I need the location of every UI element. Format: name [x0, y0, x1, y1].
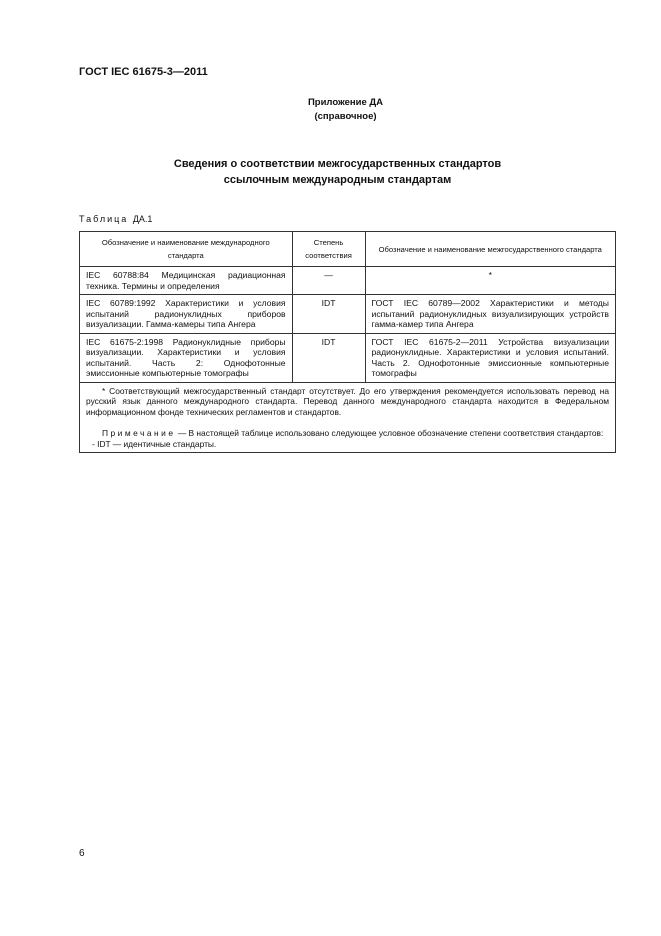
table-header-row: [80, 232, 616, 267]
table-footnote-row: [80, 382, 616, 453]
appendix-label: Приложение ДА: [307, 97, 384, 108]
cell-degree: IDT: [292, 333, 365, 382]
table-caption-label: Таблица: [79, 214, 129, 224]
footnote-cell: [80, 382, 616, 453]
standards-table: [79, 231, 616, 453]
document-code: ГОСТ IEC 61675-3—2011: [79, 66, 208, 78]
footnote-text: * Соответствующий межгосударственный стандарт отсутствует. До его утверждения рекомендуется использовать перевод на русский язык данного международного стандарта. Перевод данного международного стандарта находится в Федеральном информационном фонде технических регламентов и стандартов.: [86, 385, 609, 417]
table-caption: [79, 214, 152, 224]
note-label: Примечание: [102, 428, 176, 438]
appendix-type: (справочное): [314, 111, 377, 122]
header-degree: Степень соответствия: [292, 232, 365, 267]
cell-international: IEC 60789:1992 Характеристики и условия испытаний радионуклидных приборов визуализации. Гамма-камеры типа Ангера: [80, 295, 293, 334]
cell-international: IEC 60788:84 Медицинская радиационная техника. Термины и определения: [80, 267, 293, 295]
section-title: [0, 156, 661, 188]
page-number: 6: [79, 848, 85, 859]
title-line-2: ссылочным международным стандартам: [223, 174, 452, 186]
header-international: Обозначение и наименование международного стандарта: [80, 232, 293, 267]
table-row: [80, 295, 616, 334]
note-text: — В настоящей таблице использовано следующее условное обозначение степени соответствия стандартов:: [177, 428, 604, 438]
note-paragraph: [86, 428, 609, 439]
header-interstate: Обозначение и наименование межгосударственного стандарта: [365, 232, 615, 267]
cell-degree: IDT: [292, 295, 365, 334]
table-caption-number: ДА.1: [132, 214, 153, 224]
cell-degree: —: [292, 267, 365, 295]
cell-international: IEC 61675-2:1998 Радионуклидные приборы визуализации. Характеристики и условия испытаний. Часть 2: Однофотонные эмиссионные компьютерные томографы: [80, 333, 293, 382]
title-line-1: Сведения о соответствии межгосударственных стандартов: [173, 158, 502, 170]
appendix-heading: [0, 96, 661, 124]
cell-interstate: ГОСТ IEC 60789—2002 Характеристики и методы испытаний радионуклидных визуализирующих устройств гамма-камер типа Ангера: [365, 295, 615, 334]
note-list-item: - IDT — идентичные стандарты.: [92, 438, 217, 449]
cell-interstate: ГОСТ IEC 61675-2—2011 Устройства визуализации радионуклидные. Характеристики и условия испытаний. Часть 2. Однофотонные эмиссионные компьютерные томографы: [365, 333, 615, 382]
cell-interstate: *: [365, 267, 615, 295]
table-row: [80, 333, 616, 382]
table-row: [80, 267, 616, 295]
